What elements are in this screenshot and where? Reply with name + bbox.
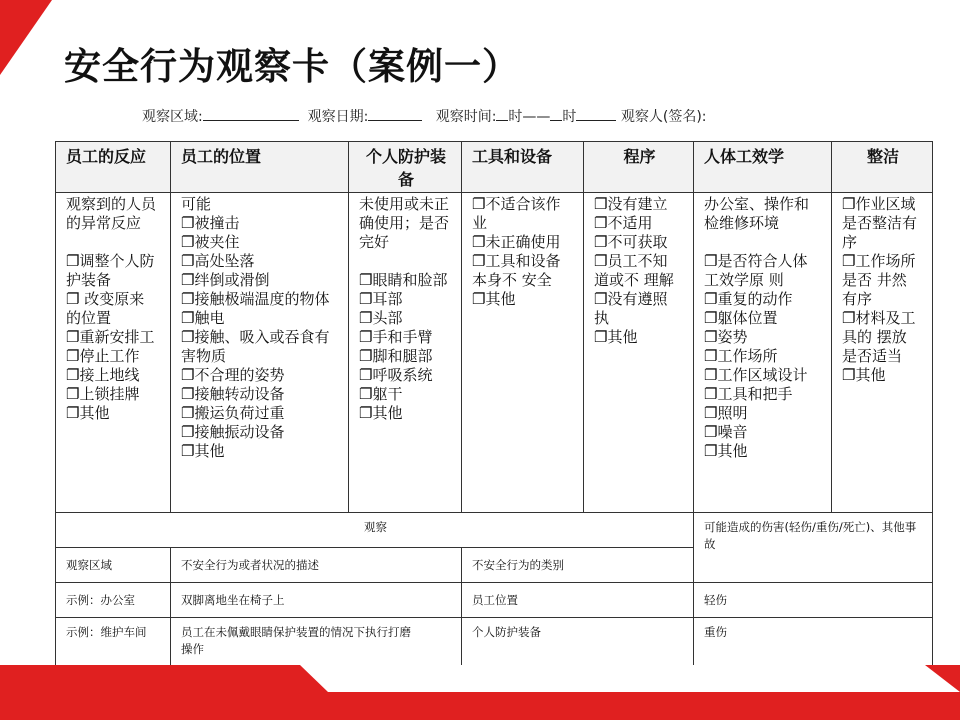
footer-band-cutout (328, 665, 960, 692)
obs-category-cell: 个人防护装备 (462, 618, 694, 667)
obs-harm-cell: 轻伤 (694, 583, 933, 618)
checklist-ppe[interactable]: 未使用或未正 确使用；是否 完好 ❐眼睛和脸部 ❐耳部 ❐头部 ❐手和手臂 ❐脚和腿部 ❐呼吸系统 ❐躯干 ❐其他 (349, 193, 462, 513)
obs-col-desc: 不安全行为或者状况的描述 (171, 548, 462, 583)
time-h2: 时 (562, 109, 577, 125)
time-label: 观察时间: (435, 109, 497, 125)
checklist-housekeeping[interactable]: ❐作业区域 是否整洁有 序 ❐工作场所 是否 井然 有序 ❐材料及工 具的 摆放 是否适当 ❐其他 (832, 193, 933, 513)
harm-header: 可能造成的伤害(轻伤/重伤/死亡)、其他事故 (694, 513, 933, 583)
footer-band-diagonal (300, 665, 328, 692)
col-header-reaction: 员工的反应 (56, 142, 171, 193)
date-field[interactable] (368, 106, 422, 121)
table-row (56, 583, 933, 618)
area-field[interactable] (203, 106, 299, 121)
time-start-field[interactable] (496, 106, 508, 121)
obs-col-area: 观察区域 (56, 548, 171, 583)
obs-category-cell: 员工位置 (462, 583, 694, 618)
obs-area-cell: 示例：维护车间 (56, 618, 171, 667)
card-header-fields (142, 106, 707, 126)
col-header-position: 员工的位置 (171, 142, 349, 193)
category-header-row (56, 142, 933, 193)
table-row (56, 618, 933, 667)
checklist-reaction[interactable]: 观察到的人员 的异常反应 ❐调整个人防 护装备 ❐ 改变原来 的位置 ❐重新安排工 ❐停止工作 ❐接上地线 ❐上锁挂牌 ❐其他 (56, 193, 171, 513)
time-underline (576, 106, 616, 121)
page-title: 安全行为观察卡（案例一） (64, 45, 520, 88)
observation-header-row (56, 513, 933, 548)
col-header-housekeeping: 整洁 (832, 142, 933, 193)
corner-accent (0, 0, 52, 75)
observer-label: 观察人(签名): (620, 109, 707, 125)
time-h1: 时—— (508, 109, 551, 125)
checklist-row (56, 193, 933, 513)
obs-col-category: 不安全行为的类别 (462, 548, 694, 583)
checklist-position[interactable]: 可能 ❐被撞击 ❐被夹住 ❐高处坠落 ❐绊倒或滑倒 ❐接触极端温度的物体 ❐触电 ❐接触、吸入或吞食有 害物质 ❐不合理的姿势 ❐接触转动设备 ❐搬运负荷过重 ❐接触振动设备 ❐其他 (171, 193, 349, 513)
checklist-procedure[interactable]: ❐没有建立 ❐不适用 ❐不可获取 ❐员工不知 道或不 理解 ❐没有遵照 执 ❐其他 (584, 193, 694, 513)
observation-label: 观察 (56, 513, 694, 548)
area-label: 观察区域: (142, 109, 203, 125)
obs-desc-cell: 双脚离地坐在椅子上 (171, 583, 462, 618)
col-header-procedure: 程序 (584, 142, 694, 193)
col-header-ppe: 个人防护装备 (349, 142, 462, 193)
time-end-field[interactable] (550, 106, 562, 121)
obs-desc-cell: 员工在未佩戴眼睛保护装置的情况下执行打磨 操作 (171, 618, 462, 667)
obs-harm-cell: 重伤 (694, 618, 933, 667)
footer-band-edge (925, 665, 960, 692)
col-header-ergonomics: 人体工效学 (694, 142, 832, 193)
observation-card-table (55, 141, 933, 718)
checklist-ergonomics[interactable]: 办公室、操作和 检维修环境 ❐是否符合人体 工效学原 则 ❐重复的动作 ❐躯体位置 ❐姿势 ❐工作场所 ❐工作区域设计 ❐工具和把手 ❐照明 ❐噪音 ❐其他 (694, 193, 832, 513)
date-label: 观察日期: (307, 109, 369, 125)
checklist-tools[interactable]: ❐不适合该作 业 ❐未正确使用 ❐工具和设备 本身不 安全 ❐其他 (462, 193, 584, 513)
col-header-tools: 工具和设备 (462, 142, 584, 193)
obs-area-cell: 示例：办公室 (56, 583, 171, 618)
